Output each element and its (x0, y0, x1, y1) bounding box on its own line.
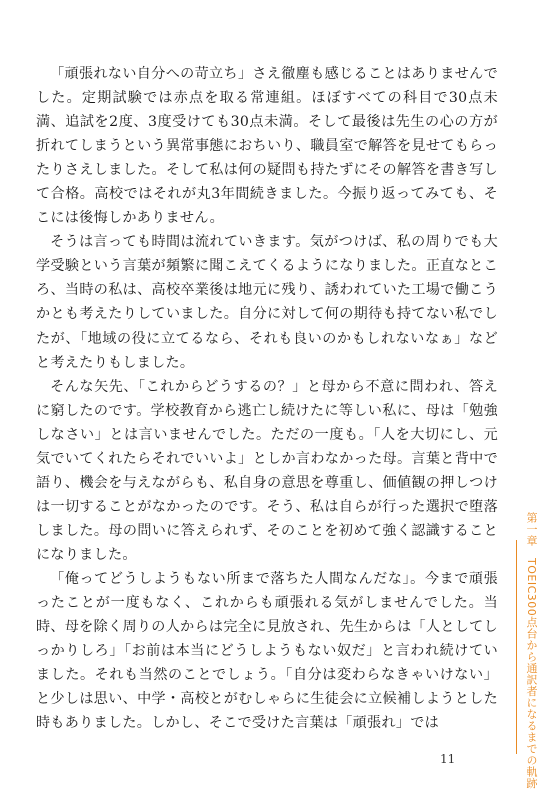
paragraph-4: 「俺ってどうしようもない所まで落ちた人間なんだな」。今まで頑張ったことが一度もなく、これからも頑張れる気がしませんでした。当時、母を除く周りの人からは完全に見放され、先生からは「人としてしっかりしろ」「お前は本当にどうしようもない奴だ」と言われ続けていました。それも当然のことでしょう。「自分は変わらなきゃいけない」と少しは思い、中学・高校とがむしゃらに生徒会に立候補しようとした時もありました。しかし、そこで受けた言葉は「頑張れ」では (36, 570, 498, 732)
page-number: 11 (440, 752, 456, 766)
paragraph-1: 「頑張れない自分への苛立ち」さえ徹塵も感じることはありませんでした。定期試験では赤点を取る常連組。ほぼすべての科目で30点未満、追試を2度、3度受けても30点未満。そして最後は先生の心の方が折れてしまうという異常事態におちいり、職員室で解答を見せてもらったりさえしました。そして私は何の疑問も持たずにその解答を書き写して合格。高校ではそれが丸3年間続きました。今振り返ってみても、そこには後悔しかありません。 (36, 66, 498, 227)
chapter-running-head: 第一章 TOEIC300点台から通訳者になるまでの軌跡 (525, 512, 538, 789)
page-body (36, 62, 498, 735)
paragraph-2: そうは言っても時間は流れていきます。気がつけば、私の周りでも大学受験という言葉が頻繁に聞こえてくるようになりました。正直なところ、当時の私は、高校卒業後は地元に残り、誘われていた工場で働こうかとも考えたりしていました。自分に対して何の期待も持てない私でしたが、「地域の役に立てるなら、それも良いのかもしれないなぁ」などと考えたりもしました。 (36, 234, 498, 371)
paragraph-3: そんな矢先、「これからどうするの？」と母から不意に問われ、答えに窮したのです。学校教育から逃亡し続けたに等しい私に、母は「勉強しなさい」とは言いませんでした。ただの一度も。「人を大切にし、元気でいてくれたらそれでいいよ」としか言わなかった母。言葉と背中で語り、機会を与えながらも、私自身の意思を尊重し、価値観の押しつけは一切することがなかったのです。そう、私は自らが行った選択で堕落しました。母の問いに答えられず、そのことを初めて強く認識することになりました。 (36, 378, 498, 563)
chapter-rule (516, 540, 517, 754)
